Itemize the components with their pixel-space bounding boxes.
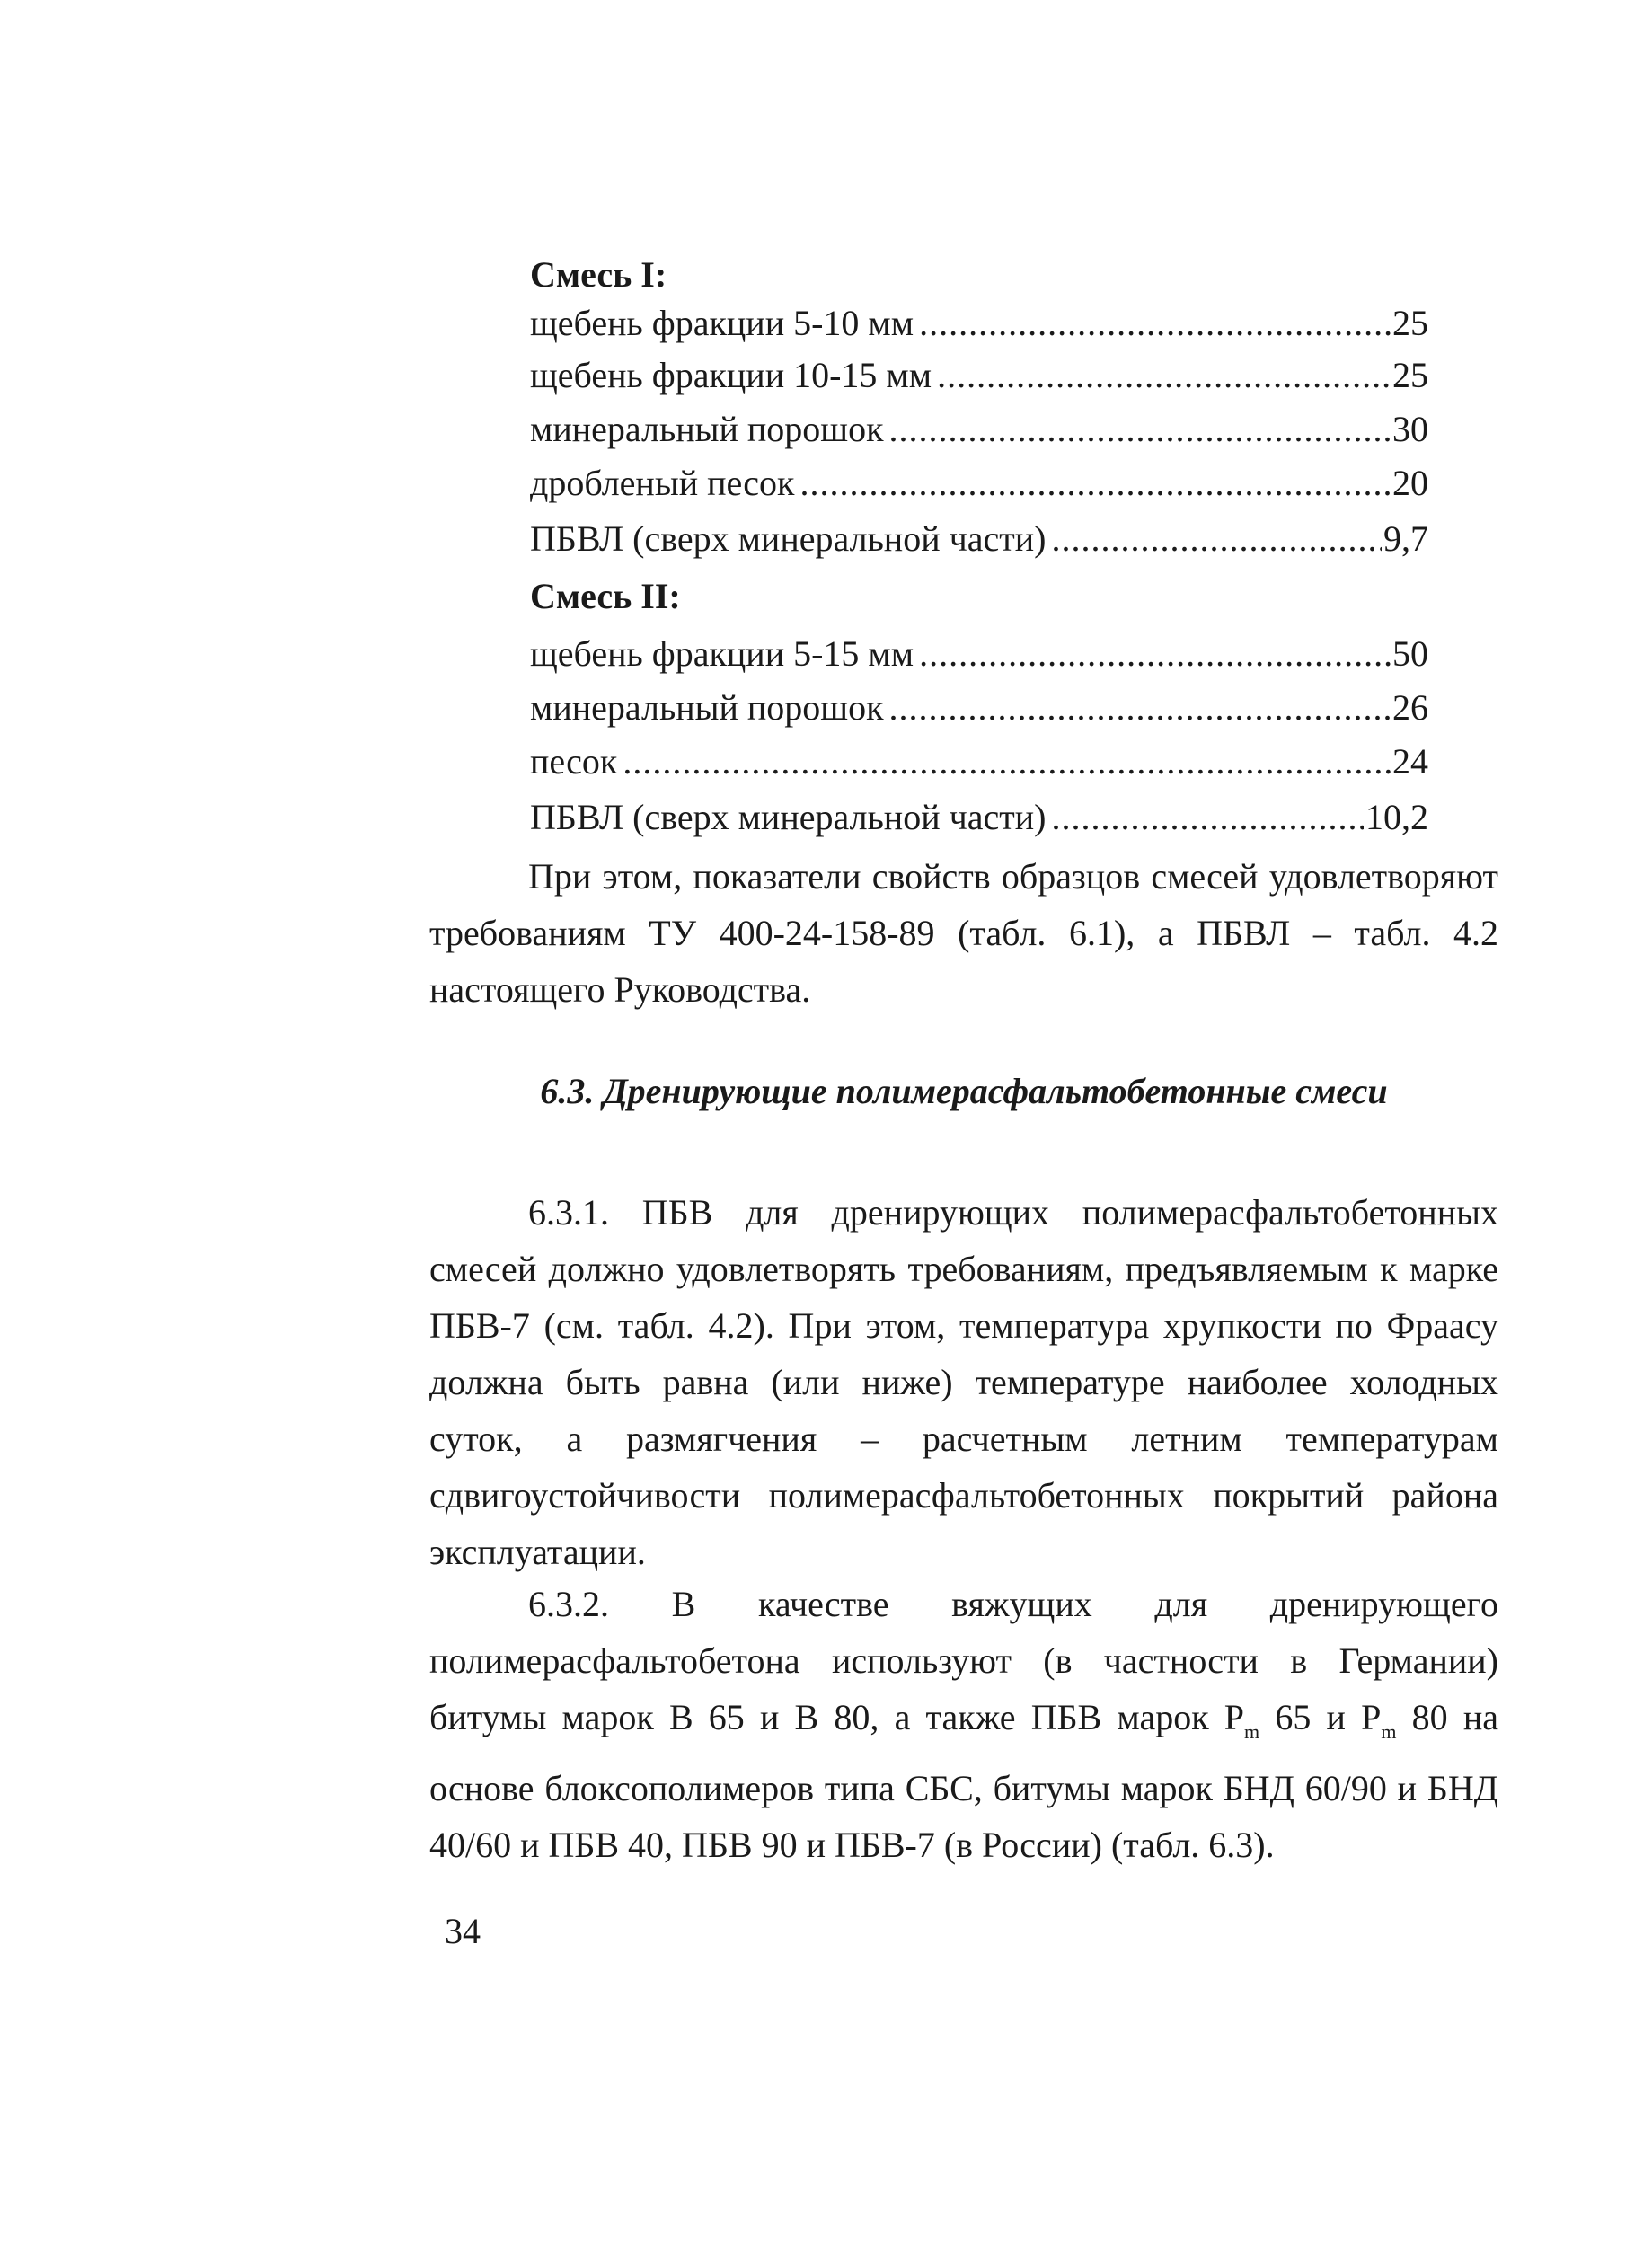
mix2-row [530, 740, 1428, 783]
component-value: 25 [1392, 303, 1428, 343]
mix1-row [530, 302, 1428, 345]
component-name: минеральный порошок [530, 687, 884, 728]
mix2-row [530, 796, 1428, 839]
component-value: 20 [1392, 463, 1428, 503]
component-value: 24 [1392, 741, 1428, 782]
dot-leader [1051, 517, 1382, 561]
mix1-row [530, 408, 1428, 451]
requirements-paragraph: При этом, показатели свойств образцов смесей удовлетворяют требованиям ТУ 400-24-158-89 (табл. 6.1), а ПБВЛ – табл. 4.2 настоящего Руководства. [429, 856, 1498, 1010]
mix2-row [530, 686, 1428, 729]
paragraph-text: 6.3.2. В качестве вяжущих для дренирующего полимерасфальтобетона используют (в частности в Германии) битумы марок В 65 и В 80, а также ПБВ марок P [429, 1584, 1498, 1737]
dot-leader [889, 686, 1391, 729]
paragraph-text: 80 на основе блоксополимеров типа СБС, битумы марок БНД 60/90 и БНД 40/60 и ПБВ 40, ПБВ 90 и ПБВ-7 (в России) (табл. 6.3). [429, 1697, 1498, 1865]
component-name: песок [530, 741, 618, 782]
dot-leader [1051, 796, 1364, 839]
paragraph-6-3-1: 6.3.1. ПБВ для дренирующих полимерасфальтобетонных смесей должно удовлетворять требованиям, предъявляемым к марке ПБВ-7 (см. табл. 4.2). При этом, температура хрупкости по Фраасу должна быть равна (или ниже) температуре наиболее холодных суток, а размягчения – расчетным летним температурам сдвигоустойчивости полимерасфальтобетонных покрытий района эксплуатации. [429, 1192, 1498, 1572]
component-name: щебень фракции 5-10 мм [530, 303, 914, 343]
component-value: 9,7 [1383, 518, 1428, 559]
page-number: 34 [445, 1911, 481, 1951]
component-value: 26 [1392, 687, 1428, 728]
mix1-heading: Смесь I: [530, 254, 667, 295]
dot-leader [623, 740, 1391, 783]
component-value: 50 [1392, 633, 1428, 674]
dot-leader [919, 302, 1391, 345]
mix1-row [530, 354, 1428, 397]
component-value: 30 [1392, 409, 1428, 449]
component-name: ПБВЛ (сверх минеральной части) [530, 518, 1047, 559]
component-value: 25 [1392, 355, 1428, 395]
component-value: 10,2 [1365, 797, 1428, 837]
component-name: щебень фракции 10-15 мм [530, 355, 932, 395]
component-name: минеральный порошок [530, 409, 884, 449]
mix2-row [530, 632, 1428, 676]
section-title: 6.3. Дренирующие полимерасфальтобетонные смеси [540, 1071, 1388, 1111]
subscript: m [1244, 1720, 1260, 1743]
mix2-heading: Смесь II: [530, 576, 681, 616]
component-name: дробленый песок [530, 463, 795, 503]
component-name: щебень фракции 5-15 мм [530, 633, 914, 674]
paragraph-text: 65 и P [1259, 1697, 1382, 1737]
mix1-row [530, 517, 1428, 561]
subscript: m [1381, 1720, 1397, 1743]
dot-leader [799, 462, 1391, 505]
dot-leader [889, 408, 1391, 451]
paragraph-6-3-2 [429, 1576, 1498, 1873]
dot-leader [937, 354, 1391, 397]
dot-leader [919, 632, 1391, 676]
component-name: ПБВЛ (сверх минеральной части) [530, 797, 1047, 837]
mix1-row [530, 462, 1428, 505]
